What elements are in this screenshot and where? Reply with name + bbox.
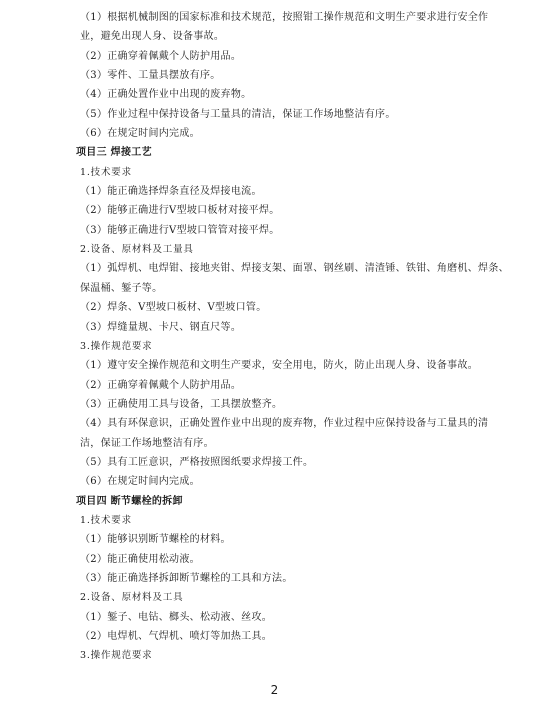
list-item: （2）正确穿着佩戴个人防护用品。 <box>80 379 242 391</box>
list-item: （6）在规定时间内完成。 <box>80 476 200 488</box>
list-item: （2）电焊机、气焊机、喷灯等加热工具。 <box>80 631 273 642</box>
subsection-heading: 3.操作规范要求 <box>80 340 153 352</box>
list-item: （4）正确处置作业中出现的废弃物。 <box>80 89 252 101</box>
list-item: （3）能够正确进行V型坡口管管对接平焊。 <box>80 224 280 236</box>
list-item-continuation: 洁，保证工作场地整洁有序。 <box>80 437 214 449</box>
list-item: （6）在规定时间内完成。 <box>80 128 200 140</box>
subsection-heading: 2.设备、原材料及工具 <box>80 592 184 604</box>
list-item: （2）能够正确进行V型坡口板材对接平焊。 <box>80 205 280 217</box>
list-item: （1）弧焊机、电焊钳、接地夹钳、焊接支架、面罩、钢丝刷、清渣锤、铁钳、角磨机、焊条、 <box>80 263 509 275</box>
list-item-continuation: 保温桶、錾子等。 <box>80 282 163 294</box>
list-item: （1）錾子、电钻、榔头、松动液、丝攻。 <box>80 611 273 623</box>
list-item: （3）零件、工量具摆放有序。 <box>80 70 221 82</box>
subsection-heading: 2.设备、原材料及工量具 <box>80 244 194 256</box>
list-item: （2）正确穿着佩戴个人防护用品。 <box>80 50 242 62</box>
list-item: （1）遵守安全操作规范和文明生产要求，安全用电，防火，防止出现人身、设备事故。 <box>80 360 479 372</box>
subsection-heading: 1.技术要求 <box>80 514 132 526</box>
list-item: （5）作业过程中保持设备与工量具的清洁，保证工作场地整洁有序。 <box>80 108 396 120</box>
list-item: （1）能正确选择焊条直径及焊接电流。 <box>80 186 262 198</box>
section-heading: 项目三 焊接工艺 <box>76 147 152 159</box>
section-heading: 项目四 断节螺栓的拆卸 <box>76 495 183 507</box>
subsection-heading: 3.操作规范要求 <box>80 650 153 662</box>
list-item: （3）能正确选择拆卸断节螺栓的工具和方法。 <box>80 572 293 584</box>
page-number: 2 <box>270 683 279 697</box>
list-item: （3）焊缝量规、卡尺、钢直尺等。 <box>80 321 242 333</box>
list-item: （1）能够识别断节螺栓的材料。 <box>80 534 231 546</box>
list-item-continuation: 业，避免出现人身、设备事故。 <box>80 31 225 43</box>
list-item: （4）具有环保意识，正确处置作业中出现的废弃物，作业过程中应保持设备与工量具的清 <box>80 418 489 430</box>
list-item: （5）具有工匠意识，严格按照图纸要求焊接工件。 <box>80 456 314 468</box>
list-item: （3）正确使用工具与设备，工具摆放整齐。 <box>80 398 283 410</box>
list-item: （2）能正确使用松动液。 <box>80 553 200 565</box>
list-item: （2）焊条、V型坡口板材、V型坡口管。 <box>80 302 267 314</box>
list-item: （1）根据机械制图的国家标准和技术规范，按照钳工操作规范和文明生产要求进行安全作 <box>80 12 489 23</box>
subsection-heading: 1.技术要求 <box>80 166 132 178</box>
